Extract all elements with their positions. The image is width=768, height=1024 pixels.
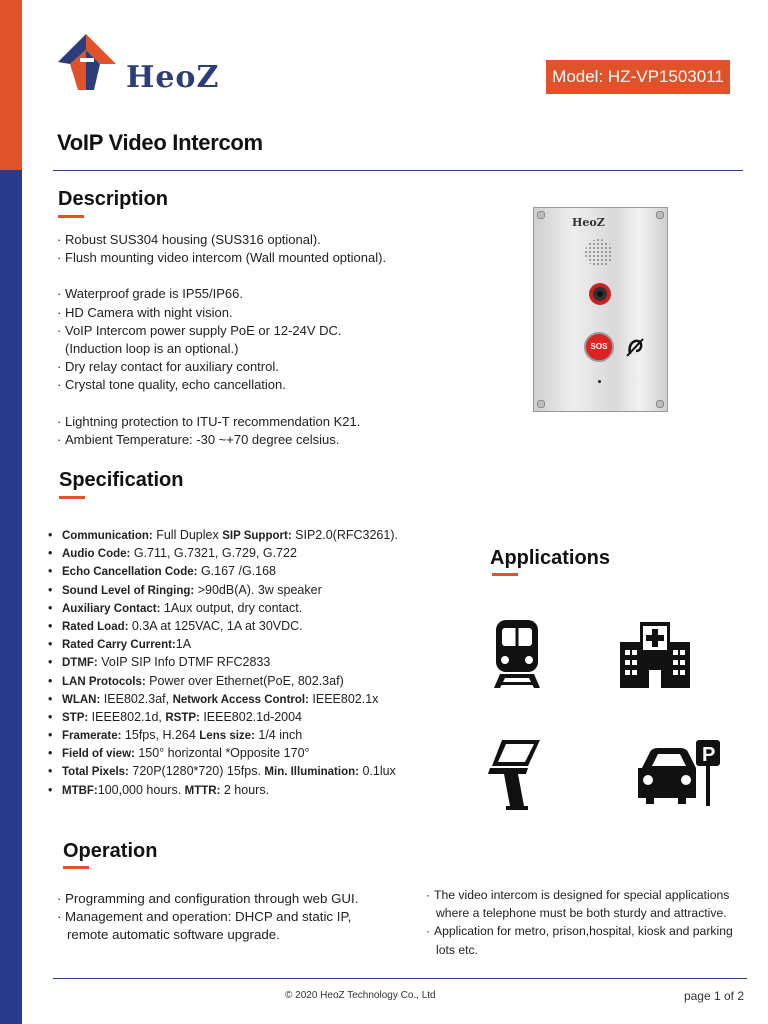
description-item <box>57 304 386 322</box>
spec-key: Field of view: <box>62 748 135 761</box>
bullet: · <box>57 377 62 393</box>
spec-item <box>48 599 398 617</box>
description-text: Dry relay contact for auxiliary control. <box>65 359 279 375</box>
operation-text: The video intercom is designed for special applications <box>434 888 730 902</box>
operation-item <box>426 886 733 904</box>
bullet: • <box>48 728 53 743</box>
description-item <box>57 285 386 303</box>
description-list <box>57 231 386 449</box>
applications-underline <box>492 573 518 576</box>
spec-key: LAN Protocols: <box>62 675 146 688</box>
spec-value: IEEE802.1x <box>308 691 379 706</box>
spec-item <box>48 762 398 780</box>
bullet: • <box>48 691 53 706</box>
bullet: • <box>48 637 53 652</box>
title-divider <box>53 170 743 171</box>
spec-key: MTTR: <box>184 784 221 797</box>
operation-text: Application for metro, prison,hospital, kiosk and parking <box>434 924 733 939</box>
bullet: · <box>426 924 431 939</box>
spec-value: 720P(1280*720) 15fps. <box>128 764 265 779</box>
description-text: HD Camera with night vision. <box>65 304 233 320</box>
description-item <box>57 358 386 376</box>
bullet: • <box>48 709 53 724</box>
description-item <box>57 413 386 431</box>
spec-key: Auxiliary Contact: <box>62 602 161 615</box>
operation-list-right <box>426 886 733 959</box>
operation-item <box>57 908 358 926</box>
description-text: Ambient Temperature: -30 ~+70 degree celsius. <box>65 431 340 447</box>
operation-text: where a telephone must be both sturdy and attractive. <box>436 906 727 921</box>
spec-key: Audio Code: <box>62 548 131 561</box>
operation-item <box>426 922 733 940</box>
spec-key: MTBF: <box>62 784 98 797</box>
spec-value: G.167 /G.168 <box>197 564 276 579</box>
spec-item <box>48 581 398 599</box>
bullet: • <box>48 782 53 797</box>
spec-value: 0.3A at 125VAC, 1A at 30VDC. <box>128 618 303 633</box>
spec-value: 1A <box>175 637 192 652</box>
screw <box>537 400 545 408</box>
side-accent-bar <box>0 0 22 170</box>
description-item <box>57 376 386 394</box>
spec-key: Rated Load: <box>62 620 129 633</box>
spec-value: >90dB(A). 3w speaker <box>194 582 322 597</box>
spec-value: VoIP SIP Info DTMF RFC2833 <box>97 655 271 670</box>
description-text: Robust SUS304 housing (SUS316 optional). <box>65 232 321 247</box>
bullet: • <box>48 618 53 633</box>
bullet: • <box>48 655 53 670</box>
train-icon <box>490 618 544 690</box>
screw <box>656 211 664 219</box>
sos-call-button: SOS <box>584 332 614 362</box>
operation-underline <box>63 866 89 869</box>
operation-list-left <box>57 890 358 945</box>
list-spacer <box>57 267 386 285</box>
bullet: · <box>57 304 62 320</box>
description-text: Waterproof grade is IP55/IP66. <box>65 286 244 302</box>
screw <box>537 211 545 219</box>
specification-underline <box>59 496 85 499</box>
bullet: · <box>57 413 62 429</box>
description-text: Crystal tone quality, echo cancellation. <box>65 377 286 393</box>
device-photo <box>533 207 668 412</box>
specification-heading: Specification <box>59 469 184 491</box>
list-spacer <box>57 395 386 413</box>
description-text: Lightning protection to ITU-T recommendation K21. <box>65 413 361 429</box>
operation-heading: Operation <box>63 840 158 862</box>
bullet: • <box>48 564 53 579</box>
spec-key: DTMF: <box>62 657 98 670</box>
operation-text: Management and operation: DHCP and static IP, <box>65 909 352 925</box>
description-text: VoIP Intercom power supply PoE or 12-24V DC. <box>65 322 342 338</box>
spec-key: RSTP: <box>165 711 200 724</box>
spec-key: Echo Cancellation Code: <box>62 566 198 579</box>
spec-value: SIP2.0(RFC3261). <box>291 528 398 542</box>
description-item <box>57 231 386 249</box>
description-item <box>57 340 386 358</box>
bullet: • <box>48 528 53 542</box>
spec-key: Rated Carry Current: <box>62 639 176 652</box>
operation-item <box>57 890 358 908</box>
applications-heading: Applications <box>490 547 611 569</box>
spec-value: 1/4 inch <box>254 728 303 743</box>
bullet: · <box>57 431 62 447</box>
specification-list <box>48 526 398 799</box>
hearing-loop-icon <box>624 336 646 358</box>
spec-key: Sound Level of Ringing: <box>62 584 195 597</box>
spec-item <box>48 526 398 544</box>
description-text: Flush mounting video intercom (Wall mounted optional). <box>65 250 387 266</box>
spec-key: Total Pixels: <box>62 766 129 779</box>
footer-divider <box>53 978 747 979</box>
operation-item <box>57 926 358 944</box>
spec-value: Full Duplex <box>152 528 223 542</box>
footer-copyright: © 2020 HeoZ Technology Co., Ltd <box>285 990 436 1001</box>
camera-icon <box>588 282 612 306</box>
spec-value: IEEE802.1d-2004 <box>199 709 303 724</box>
spec-key: Framerate: <box>62 730 122 743</box>
spec-value: 0.1lux <box>358 764 396 779</box>
spec-key: Communication: <box>62 530 153 542</box>
speaker-grille-icon <box>584 238 614 268</box>
bullet: • <box>48 746 53 761</box>
description-item <box>57 431 386 449</box>
spec-item <box>48 744 398 762</box>
bullet: · <box>57 322 62 338</box>
spec-key: SIP Support: <box>222 530 292 542</box>
bullet: • <box>48 673 53 688</box>
brand-name: HeoZ <box>126 60 220 95</box>
spec-value: 100,000 hours. <box>97 782 185 797</box>
description-underline <box>58 215 84 218</box>
bullet: · <box>57 891 62 906</box>
spec-value: G.711, G.7321, G.729, G.722 <box>130 546 297 561</box>
description-heading: Description <box>58 188 169 210</box>
spec-value: 15fps, H.264 <box>121 728 200 743</box>
microphone-hole <box>598 380 601 383</box>
spec-item <box>48 653 398 671</box>
spec-item <box>48 562 398 580</box>
spec-key: STP: <box>62 711 89 724</box>
page-number: page 1 of 2 <box>683 989 744 1003</box>
page-title: VoIP Video Intercom <box>57 130 263 155</box>
side-navy-bar <box>0 170 22 1024</box>
operation-item <box>426 941 733 959</box>
spec-value: IEE802.3af, <box>100 691 173 706</box>
spec-key: Lens size: <box>199 730 255 743</box>
spec-key: Network Access Control: <box>172 693 309 706</box>
bullet: • <box>48 600 53 615</box>
bullet: · <box>57 232 62 247</box>
operation-text: lots etc. <box>436 942 478 957</box>
spec-item <box>48 781 398 799</box>
spec-value: 2 hours. <box>220 782 270 797</box>
description-item <box>57 322 386 340</box>
spec-item <box>48 635 398 653</box>
spec-value: IEEE802.1d, <box>88 709 166 724</box>
parking-icon <box>634 738 722 810</box>
spec-item <box>48 544 398 562</box>
operation-text: Programming and configuration through web GUI. <box>65 891 359 906</box>
spec-item <box>48 726 398 744</box>
kiosk-icon <box>488 738 542 812</box>
spec-key: WLAN: <box>62 693 101 706</box>
bullet: · <box>426 888 431 902</box>
bullet: • <box>48 546 53 561</box>
spec-value: Power over Ethernet(PoE, 802.3af) <box>145 673 344 688</box>
spec-item <box>48 690 398 708</box>
description-item <box>57 249 386 267</box>
description-text: (Induction loop is an optional.) <box>65 341 239 357</box>
screw <box>656 400 664 408</box>
spec-key: Min. Illumination: <box>264 766 359 779</box>
bullet: · <box>57 250 62 266</box>
model-badge: Model: HZ-VP1503011 <box>546 60 730 94</box>
bullet: • <box>48 582 53 597</box>
bullet: · <box>57 286 62 302</box>
operation-item <box>426 904 733 922</box>
device-brand-label: HeoZ <box>572 216 605 229</box>
spec-value: 1Aux output, dry contact. <box>160 600 303 615</box>
hospital-icon <box>620 620 690 690</box>
spec-item <box>48 617 398 635</box>
spec-item <box>48 708 398 726</box>
bullet: • <box>48 764 53 779</box>
spec-value: 150° horizontal *Opposite 170° <box>134 746 310 761</box>
operation-text: remote automatic software upgrade. <box>67 927 280 943</box>
svg-text:P: P <box>702 744 716 766</box>
bullet: · <box>57 359 62 375</box>
bullet: · <box>57 909 62 925</box>
spec-item <box>48 672 398 690</box>
